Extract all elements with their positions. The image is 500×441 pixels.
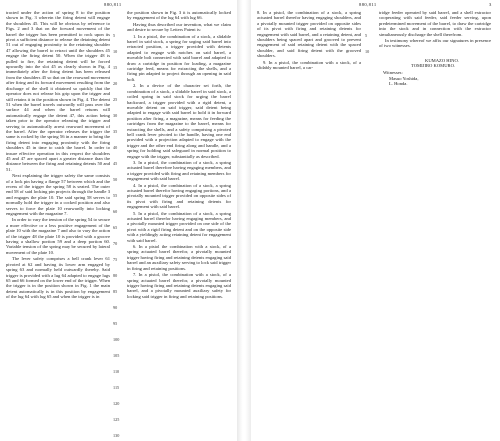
line-number: 105	[113, 353, 120, 358]
line-number: 30	[113, 113, 118, 118]
left-page-column-1	[6, 10, 110, 301]
paragraph: tracted under the action of spring 8 to the position shown in Fig. 3 wherein the firing detent will engage the shoulders 45. This will be obvious by reference to Figs. 2 and 3 that on the forward movement of the barrel the trigger has been permitted to rock upon its pivot a sufficient distance to release the detaining detent 51 out of engaging proximity to the retaining shoulder 47 allowing the barrel to retract until the shoulders 45 engage the firing detent 50. When the trigger 48 is pulled to fire, the retaining detent will be forced upwardly into the slot 45 as clearly shown in Fig. 4 immediately after the firing detent has been released from the shoulders 45 so that on the rearward movement after firing and its forward movement resulting from the discharge of the shell it obtained so quickly that the operator does not release his grip upon the trigger and still retains it in the position shown in Fig. 4. The detent 51 when the barrel travels outwardly will pass over the surface 44 and when the barrel returns will automatically engage the detent 47, this action being taken prior to the operator releasing the trigger and serving to automatically arrest rearward movement of the barrel. After the operator releases the trigger the same is rocked by the spring 56 in a manner to bring the firing detent into engaging proximity with the firing shoulders 45 in time to catch the barrel. In order to insure effective operation in this respect the shoulders 45 and 47 are spaced apart a greater distance than the distance between the firing and retaining detents 50 and 51.	[6, 10, 110, 172]
paragraph: In testimony whereof we affix our signatures in presence of two witnesses.	[379, 38, 491, 49]
line-number: 110	[113, 369, 120, 374]
witness-name: L. Honda.	[389, 81, 408, 87]
line-number: 90	[113, 305, 118, 310]
sheet-number: 3	[489, 2, 492, 7]
signature-name: TOMIJIRO KOMURO.	[411, 63, 456, 69]
patent-number-header: 880,811	[359, 2, 377, 7]
book-gutter	[237, 0, 251, 441]
right-page-column-2	[379, 10, 491, 50]
paragraph: 7. In a pistol, the combination with a stock, of a spring actuated barrel therefor, a pivotally mounted trigger having firing and retaining detents engaging said barrel, and a pivotally mounted auxiliary safety for locking said trigger in firing and retaining positions.	[127, 272, 231, 299]
paragraph: In order to vary the tension of the spring 54 to secure a more effective or a less positive engagement of the plate 10 with the magazine 7 and also to vary the action of the trigger 48 the plate 10 is provided with a groove having a shallow portion 59 and a deep portion 60. Variable tension of the spring may be secured by lateral movement of the plate 10.	[6, 217, 110, 255]
line-number: 100	[113, 337, 120, 342]
right-page	[251, 0, 500, 441]
paragraph: The lever safety comprises a bell crank lever 61 pivoted at 62 and having its lower arm engaged by spring 63 and normally held outwardly thereby. Said trigger is provided with a lug 64 adapted to engage lugs 65 and 66 formed on the lower end of the trigger. When the trigger is in the position shown in Fig. 1 the main detent automatically is in this position by engagement of the lug 64 with lug 65 and when the trigger is in	[6, 256, 110, 300]
left-page-column-2	[127, 10, 231, 300]
line-number: 20	[113, 81, 118, 86]
line-number: 35	[113, 129, 118, 134]
paragraph: 9. In a pistol, the combination with a stock, of a slidably mounted barrel, a car-	[257, 59, 361, 71]
left-page	[0, 0, 237, 441]
line-number: 10	[113, 49, 118, 54]
line-number: 10	[365, 49, 370, 54]
paragraph: the position shown in Fig. 3 it is automatically locked by engagement of the lug 64 with lug 66.	[127, 10, 231, 21]
paragraph: Next explaining the trigger safety the same consists of a lock pin having a flange 57 between which and the recess of the trigger the spring 58 is seated. The outer end 58 of said locking pin projects through the handle 3 and engages the plate 10. The said spring 58 serves to normally hold the trigger in a cocked position and also serves to force the plate 10 rearwardly into locking engagement with the magazine 7.	[6, 173, 110, 217]
line-number: 40	[113, 145, 118, 150]
witnesses-label: Witnesses:	[383, 70, 403, 75]
signature-name: KUMAZO HINO.	[425, 58, 459, 63]
witness-block	[383, 70, 418, 87]
line-number: 45	[113, 161, 118, 166]
paragraph: 2. In a device of the character set forth, the combination of a stock, a slidable barrel in said stock, a coiled spring in said stock for urging the barrel backward, a trigger provided with a rigid detent, a movable detent on said trigger, said detent being adapted to engage with said barrel to hold it in forward position after firing, a magazine, means for feeding the cartridges from the magazine to the barrel, means for extracting the shells, and a safety comprising a pivoted bell crank lever pivoted to the handle, having one end provided with a projection adapted to engage with the trigger and the other end firing along and handle, and a spring for holding said safeguard in normal position to engage with the trigger, substantially as described.	[127, 83, 231, 159]
right-page-column-1	[257, 10, 361, 71]
line-number: 85	[113, 289, 118, 294]
line-number: 55	[113, 193, 118, 198]
line-number: 65	[113, 225, 118, 230]
line-number: 25	[113, 97, 118, 102]
paragraph: 4. In a pistol, the combination of a stock, a spring actuated barrel therefor having engaging portions, and a pivotally mounted trigger provided on opposite sides of its pivot with firing and retaining detents for engagement with said barrel.	[127, 182, 231, 210]
patent-number-header: 880,811	[104, 2, 122, 7]
line-number: 95	[113, 321, 118, 326]
line-number: 5	[365, 33, 368, 38]
paragraph: 5. In a pistol, the combination of a stock, a spring actuated barrel therefor having engaging members, and a pivotally mounted trigger provided on one side of the pivot with a rigid firing detent and on the opposite side with a yieldingly acting retaining detent for engagement with said barrel.	[127, 210, 231, 243]
line-number: 5	[113, 33, 116, 38]
witness-name: Masuo Yoshida,	[389, 75, 419, 81]
line-number: 50	[113, 177, 118, 182]
line-number: 130	[113, 433, 120, 438]
line-number: 125	[113, 417, 120, 422]
paragraph: tridge feeder operated by said barrel, and a shell extractor cooperating with said feeder, said feeder serving, upon predetermined movement of the barrel, to draw the cartridge into the stock and in connection with the extractor simultaneously discharge the shell therefrom.	[379, 10, 491, 37]
line-number: 80	[113, 273, 118, 278]
line-number: 120	[113, 401, 120, 406]
paragraph: 1. In a pistol, the combination of a stock, a slidable barrel in said stock, a spring for urging said barrel into retracted position, a trigger provided with detents adapted to engage with notches on said barrel, a movable bolt connected with said barrel and adapted to draw a cartridge in position for loading, a magazine cartridge feed, means for extracting the shells, and a firing pin adapted to project through an opening in said bolt.	[127, 33, 231, 82]
paragraph: 6. In a pistol the combination with a stock, of a spring actuated barrel therefor, a pivotally mounted trigger having firing and retaining detents engaging said barrel and an auxiliary safety serving to lock said trigger in firing and retaining positions.	[127, 244, 231, 271]
line-number: 60	[113, 209, 118, 214]
line-number: 70	[113, 241, 118, 246]
signature-block	[411, 58, 459, 69]
paragraph: Having thus described our invention, what we claim and desire to secure by Letters Patent is:	[127, 21, 231, 33]
paragraph: 3. In a pistol, the combination of a stock, a spring actuated barrel therefore having engaging members, and a trigger provided with firing and retaining members for engagement with said barrel.	[127, 159, 231, 182]
paragraph: 8. In a pistol, the combination of a stock, a spring actuated barrel therefor having engaging shoulders, and a pivotally mounted trigger provided on opposite sides of its pivot with firing and retaining detents for engagement with said barrel, and a retaining detent, and shoulders being spaced apart and grooved to prevent engagement of said retaining detent with the spaced shoulder, and said firing detent with the grooved shoulders.	[257, 10, 361, 59]
line-number: 75	[113, 257, 118, 262]
line-number: 115	[113, 385, 120, 390]
line-number: 15	[113, 65, 118, 70]
